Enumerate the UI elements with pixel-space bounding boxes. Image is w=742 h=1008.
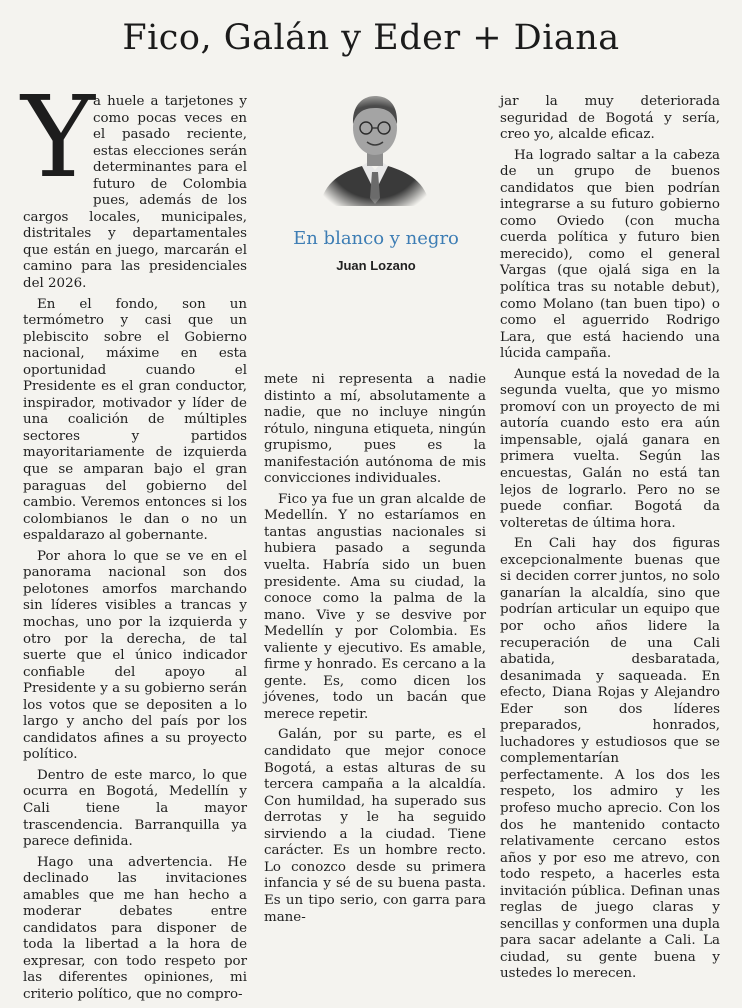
paragraph: Fico ya fue un gran alcalde de Medellín. Y no estaríamos en tantas angustias nacionales si hubiera pasado a segunda vuelta. Habría sido un buen presidente. Ama su ciudad, la conoce como la palma de la mano. Vive y se desvive por Medellín y por Colombia. Es valiente y ejecutivo. Es amable, firme y honrado. Es cercano a la gente. Es, como dicen los jóvenes, todo un bacán que merece repetir. (264, 491, 486, 722)
author-photo-icon (312, 86, 438, 206)
paragraph: Dentro de este marco, lo que ocurra en Bogotá, Medellín y Cali tiene la mayor trascendencia. Barranquilla ya parece definida. (23, 767, 247, 850)
headline: Fico, Galán y Eder + Diana (122, 18, 620, 58)
paragraph-text: a huele a tarjetones y como pocas veces en el pasado reciente, estas elecciones serán determinantes para el futuro de Colombia pues, además de los cargos locales, municipales, distritales y departamentales que están en juego, marcarán el camino para las presidenciales del 2026. (23, 94, 247, 292)
paragraph: mete ni representa a nadie distinto a mí, absolutamente a nadie, que no incluye ningún rótulo, ninguna etiqueta, ningún grupismo, pues es la manifestación autónoma de mis convicciones individuales. (264, 372, 486, 487)
paragraph: Aunque está la novedad de la segunda vuelta, que yo mismo promoví con un proyecto de mi autoría cuando esto era aún impensable, ojalá ganara en primera vuelta. Según las encuestas, Galán no está tan lejos de lograrlo. Pero no se puede confiar. Bogotá da volteretas de última hora. (500, 366, 720, 531)
author-portrait (312, 86, 438, 206)
paragraph: Ha logrado saltar a la cabeza de un grupo de buenos candidatos que bien podrían integrarse a su futuro gobierno como Oviedo (con mucha cuerda política y futuro bien merecido), como el general Vargas (que ojalá siga en la política tras su notable debut), como Molano (tan buen tipo) o como el aguerrido Rodrigo Lara, que está haciendo una lúcida campaña. (500, 147, 720, 362)
column-2 (264, 372, 486, 930)
section-label: En blanco y negro (293, 228, 459, 249)
paragraph: Hago una advertencia. He declinado las invitaciones amables que me han hecho a moderar debates entre candidatos para disponer de toda la libertad a la hora de expresar, con todo respeto por las diferentes opiniones, mi criterio político, que no compro- (23, 854, 247, 1002)
paragraph: En el fondo, son un termómetro y casi que un plebiscito sobre el Gobierno nacional, máxime en esta oportunidad cuando el Presidente es el gran conductor, inspirador, motivador y líder de una coalición de múltiples sectores y partidos mayoritariamente de izquierda que se amparan bajo el gran paraguas del gobierno del cambio. Veremos entonces si los colombianos le dan o no un espaldarazo al gobernante. (23, 296, 247, 544)
column-3 (500, 94, 720, 987)
paragraph: Galán, por su parte, es el candidato que mejor conoce Bogotá, a estas alturas de su tercera campaña a la alcaldía. Con humildad, ha superado sus derrotas y le ha seguido sirviendo a la ciudad. Tiene carácter. Es un hombre recto. Lo conozco desde su primera infancia y sé de su buena pasta. Es un tipo serio, con garra para mane- (264, 727, 486, 925)
paragraph: jar la muy deteriorada seguridad de Bogotá y sería, creo yo, alcalde eficaz. (500, 94, 720, 143)
drop-cap-box (21, 73, 95, 203)
author-byline: Juan Lozano (336, 258, 416, 273)
paragraph: Por ahora lo que se ve en el panorama nacional son dos pelotones amorfos marchando sin líderes visibles a trancas y mochas, uno por la izquierda y otro por la derecha, de tal suerte que el único indicador confiable del apoyo al Presidente y a su gobierno serán los votos que se depositen a lo largo y ancho del país por los candidatos afines a su proyecto político. (23, 548, 247, 763)
column-1 (21, 73, 247, 1008)
drop-cap: Y (21, 73, 95, 203)
paragraph (21, 73, 247, 293)
paragraph: En Cali hay dos figuras excepcionalmente buenas que si deciden correr juntos, no solo ganarían la alcaldía, sino que podrían articular un equipo que por ocho años lidere la recuperación de una Cali abatida, desbaratada, desanimada y saqueada. En efecto, Diana Rojas y Alejandro Eder son dos líderes preparados, honrados, luchadores y estudiosos que se complementarían perfectamente. A los dos les respeto, los admiro y les profeso mucho aprecio. Con los dos he mantenido contacto relativamente cercano estos años y por eso me atrevo, con todo respeto, a hacerles esta invitación pública. Definan unas reglas de juego claras y sencillas y conformen una dupla para sacar adelante a Cali. La ciudad, su gente buena y ustedes lo merecen. (500, 536, 720, 982)
